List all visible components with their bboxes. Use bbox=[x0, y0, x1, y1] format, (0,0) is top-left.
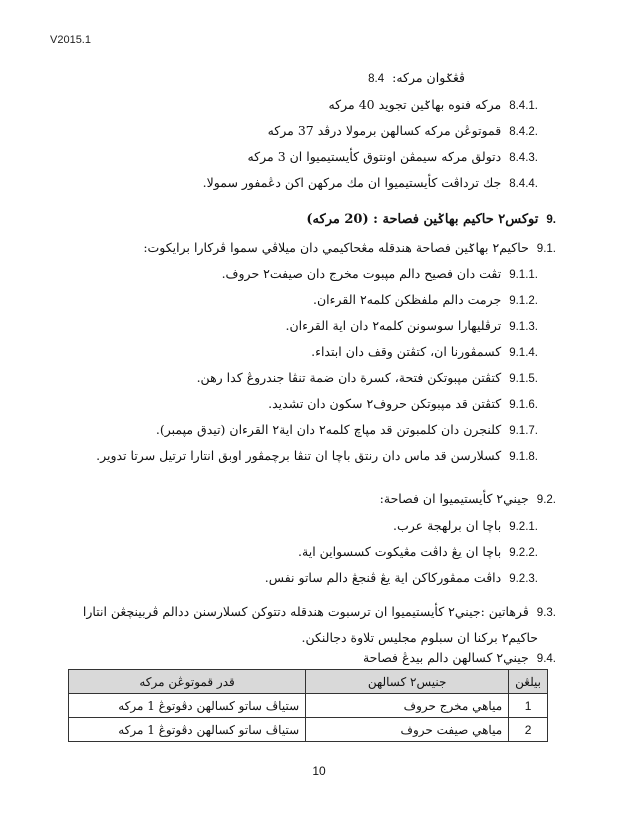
section-8-4-number: 8.4 bbox=[368, 73, 385, 85]
column-header-number: بيلڠن bbox=[509, 670, 548, 694]
section-9-3-line-2: حاكيم٢ بركنا ان سبلوم مجليس تلاوة دجالنكن. bbox=[301, 630, 538, 645]
list-item: .9.2.1باچا ان برلهجة عرب. bbox=[393, 518, 538, 533]
page-number: 10 bbox=[312, 764, 326, 778]
section-9-number: .9 bbox=[546, 214, 556, 226]
list-item: .9.2.2باچا ان يڠ داڤت مڠيكوت كسسواين اية. bbox=[298, 544, 538, 559]
list-item: .9.2.3داڤت ممڤوركاكن اية يڠ ڤنجڠ دالم ساتو نفس. bbox=[264, 570, 538, 585]
list-item: .8.4.2قموتوڠن مركه كسالهن برمولا درڤد 37 مركه bbox=[267, 123, 538, 138]
column-header-error-type: جنيس٢ كسالهن bbox=[306, 670, 509, 694]
table-row: 2 مياهي صيفت حروف ستياڤ ساتو كسالهن دڤوتوڠ 1 مركه bbox=[69, 718, 548, 742]
list-item: .9.1.1تڤت دان فصيح دالم مپبوت مخرج دان صيفت٢ حروف. bbox=[221, 266, 538, 281]
errors-table bbox=[68, 669, 548, 742]
list-item: .9.1.5كتڤتن مپبوتكن فتحة، كسرة دان ضمة تنڤا جندروڠ كدا رهن. bbox=[196, 370, 538, 385]
list-item: .8.4.4جك ترداڤت كأيستيميوا ان مك مركهن اكن دڠمفور سمولا. bbox=[202, 175, 538, 190]
section-8-4-title: ڤڠݢوان مركه: bbox=[392, 70, 465, 85]
section-9-4-heading: .9.4جيني٢ كسالهن دالم بيدڠ فصاحة bbox=[362, 650, 556, 665]
list-item: .9.1.2جرمت دالم ملفظكن كلمه٢ القرءان. bbox=[312, 292, 538, 307]
list-item: .8.4.3دتولق مركه سيمڤن اونتوق كأيستيميوا ان 3 مركه bbox=[247, 149, 538, 164]
list-item: .9.1.8كسلارسن قد ماس دان رنتق باچا ان تنڤا برچمڤور اوبق انتارا ترتيل سرتا تدوير. bbox=[96, 448, 538, 463]
section-9-2-heading: .9.2جيني٢ كأيستيميوا ان فصاحة: bbox=[379, 491, 556, 506]
list-item: .9.1.3ترڤليهارا سوسونن كلمه٢ دان اية القرءان. bbox=[285, 318, 538, 333]
list-item: .8.4.1مركه فنوه بهاݢين تجويد 40 مركه bbox=[328, 97, 538, 112]
section-9-3-line-1: .9.3ڤرهاتين :جيني٢ كأيستيميوا ان ترسبوت هندقله دتتوكن كسلارسنن ددالم ڤربينچڠن انتارا bbox=[82, 604, 556, 619]
section-9-title: توكس٢ حاكيم بهاݢين فصاحة : (20 مركه) bbox=[306, 212, 539, 227]
table-row: 1 مياهي مخرج حروف ستياڤ ساتو كسالهن دڤوتوڠ 1 مركه bbox=[69, 694, 548, 718]
list-item: .9.1.4كسمڤورنا ان، كتڤتن وقف دان ابتداء. bbox=[311, 344, 538, 359]
list-item: .9.1.7كلنجرن دان كلمبوتن قد مپاچ كلمه٢ دان اية٢ القرءان (تيدق مپمبر). bbox=[155, 422, 538, 437]
column-header-mark-deduction: قدر قموتوڠن مركه bbox=[69, 670, 306, 694]
section-9-heading bbox=[306, 212, 556, 228]
list-item: .9.1.6كتڤتن قد مپبوتكن حروف٢ سكون دان تشديد. bbox=[268, 396, 538, 411]
section-8-4-heading bbox=[368, 70, 465, 87]
version-label: V2015.1 bbox=[50, 34, 91, 46]
section-9-1-heading: .9.1حاكيم٢ بهاݢين فصاحة هندقله مڠحاكيمي دان ميلاڤي سموا ڤركارا برايكوت: bbox=[143, 240, 556, 255]
table-header-row bbox=[69, 670, 548, 694]
